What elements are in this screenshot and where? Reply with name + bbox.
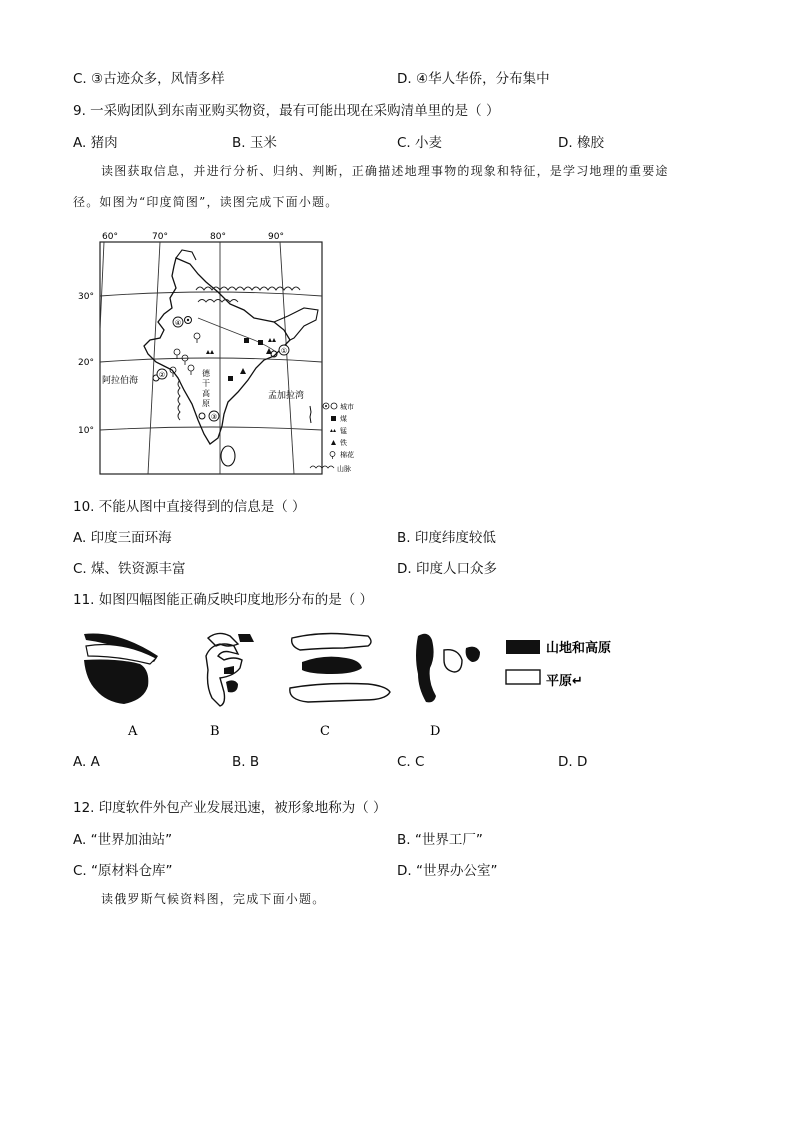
q11-stem: 11. 如图四幅图能正确反映印度地形分布的是（ ）	[73, 592, 374, 608]
q12-option-d: D. “世界办公室”	[397, 863, 498, 879]
q10-stem: 10. 不能从图中直接得到的信息是（ ）	[73, 499, 306, 515]
q11-option-c: C. C	[397, 754, 425, 770]
intro-line-2: 径。如图为“印度简图”，读图完成下面小题。	[73, 195, 339, 209]
legend-mountain: 山脉	[337, 465, 351, 473]
terrain-figures	[78, 626, 638, 746]
figure-d	[416, 634, 480, 703]
site-2: ②	[158, 371, 166, 379]
legend-mountain-label: 山地和高原	[546, 641, 612, 656]
meridian-90	[280, 242, 294, 474]
q12-option-c: C. “原材料仓库”	[73, 863, 173, 879]
figure-label-a: A	[128, 724, 138, 739]
coal-marker	[228, 376, 233, 381]
map-legend	[310, 402, 354, 473]
q9-option-a: A. 猪肉	[73, 135, 118, 151]
bay-of-bengal-label: 孟加拉湾	[268, 391, 305, 401]
parallel-20	[100, 358, 322, 362]
figure-label-b: B	[210, 724, 220, 739]
lat-label-10: 10°	[78, 426, 94, 436]
legend-manganese: 锰	[340, 427, 347, 435]
figure-b	[206, 633, 254, 706]
intro-line-1: 读图获取信息，并进行分析、归纳、判断，正确描述地理事物的现象和特征，是学习地理的重要途	[101, 164, 669, 178]
legend-city: 城市	[340, 403, 354, 411]
andaman-islands	[310, 406, 311, 423]
q12-option-a: A. “世界加油站”	[73, 832, 173, 848]
ganges-river	[198, 318, 276, 352]
site-3: ③	[210, 413, 218, 421]
figure-label-c: C	[320, 724, 330, 739]
lon-label-60: 60°	[102, 232, 118, 242]
q9-option-c: C. 小麦	[397, 135, 443, 151]
legend-mountain-swatch	[506, 640, 540, 654]
q12-option-b: B. “世界工厂”	[397, 832, 483, 848]
q10-option-c: C. 煤、铁资源丰富	[73, 561, 186, 577]
site-1: ①	[280, 347, 288, 355]
manganese-marker	[206, 350, 214, 354]
q9-option-b: B. 玉米	[232, 135, 277, 151]
option-d-prev: D. ④华人华侨，分布集中	[397, 71, 550, 87]
q9-option-d: D. 橡胶	[558, 135, 604, 151]
legend-cotton: 棉花	[340, 451, 354, 459]
q10-option-b: B. 印度纬度较低	[397, 530, 496, 546]
legend-coal: 煤	[340, 415, 347, 423]
india-map	[78, 230, 354, 476]
lon-label-90: 90°	[268, 232, 284, 242]
deccan-label-1: 德	[202, 369, 210, 378]
q11-option-a: A. A	[73, 754, 100, 770]
manganese-marker	[268, 338, 276, 342]
parallel-10	[100, 427, 322, 430]
q11-option-b: B. B	[232, 754, 260, 770]
option-c-prev: C. ③古迹众多，风情多样	[73, 71, 225, 87]
north-border	[176, 250, 196, 260]
q9-stem: 9. 一采购团队到东南亚购买物资，最有可能出现在采购清单里的是（ ）	[73, 103, 500, 119]
arabian-sea-label: 阿拉伯海	[102, 376, 139, 386]
figure-label-d: D	[430, 724, 441, 739]
q10-option-d: D. 印度人口众多	[397, 561, 497, 577]
figure-a	[84, 633, 158, 704]
closing-instruction: 读俄罗斯气候资料图，完成下面小题。	[101, 892, 326, 906]
lat-label-30: 30°	[78, 292, 94, 302]
coal-marker	[258, 340, 263, 345]
deccan-label-2: 干	[202, 379, 210, 388]
q10-option-a: A. 印度三面环海	[73, 530, 172, 546]
coal-marker	[244, 338, 249, 343]
cotton-marker	[170, 333, 200, 377]
lon-label-70: 70°	[152, 232, 168, 242]
city-marker	[199, 413, 205, 419]
site-4: ④	[174, 319, 182, 327]
q11-option-d: D. D	[558, 754, 588, 770]
parallel-30	[100, 292, 322, 296]
lat-label-20: 20°	[78, 358, 94, 368]
q12-stem: 12. 印度软件外包产业发展迅速，被形象地称为（ ）	[73, 800, 387, 816]
northeast-border	[274, 308, 318, 340]
legend-plain-label: 平原↵	[546, 674, 583, 689]
sri-lanka	[221, 446, 235, 466]
deccan-label-4: 原	[202, 399, 210, 408]
western-ghats	[178, 380, 180, 420]
meridian-70	[148, 242, 160, 474]
lon-label-80: 80°	[210, 232, 226, 242]
figure-c	[290, 634, 390, 703]
deccan-label-3: 高	[202, 389, 210, 398]
legend-iron: 铁	[340, 439, 347, 447]
legend-plain-swatch	[506, 670, 540, 684]
iron-marker	[240, 368, 246, 374]
